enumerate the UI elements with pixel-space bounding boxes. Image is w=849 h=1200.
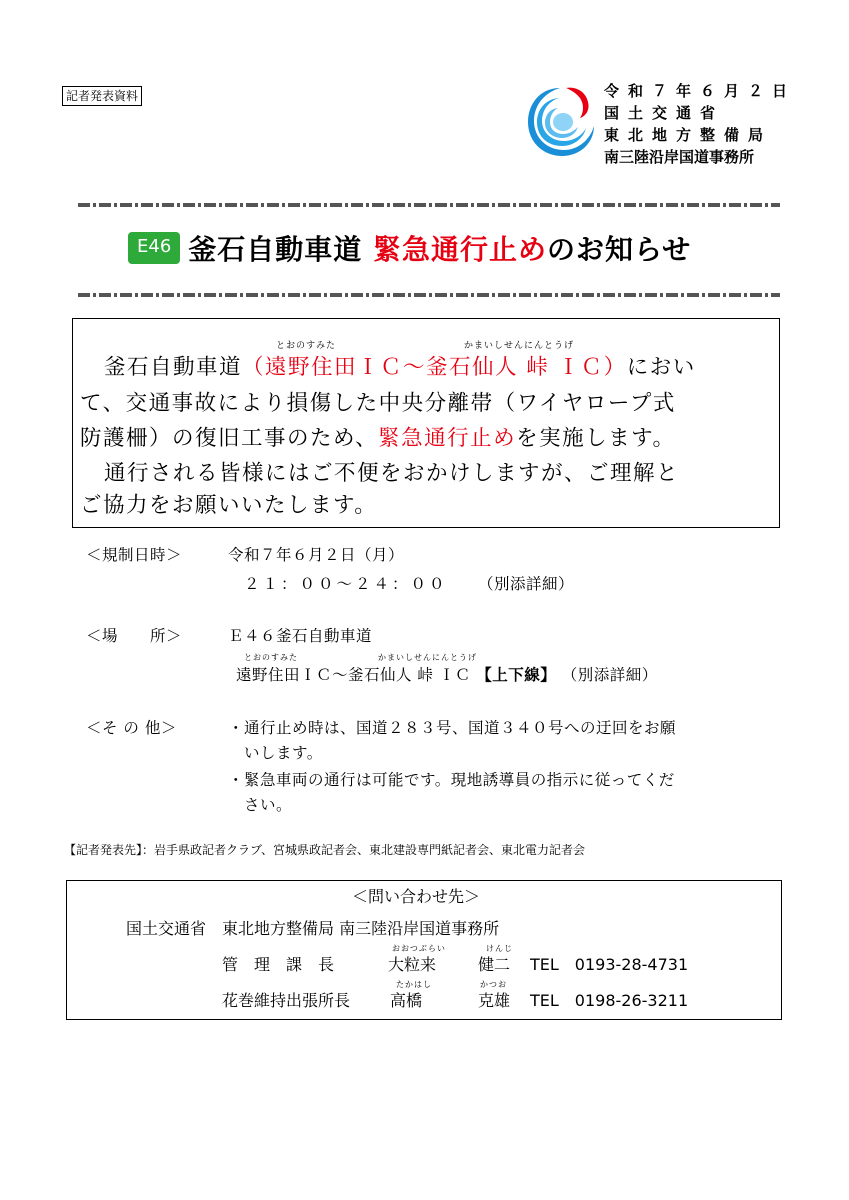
contact-2-given-name: 克雄: [478, 991, 511, 1010]
press-release-tag: 記者発表資料: [62, 86, 142, 106]
contact-1-ruby-family: おおつぶらい: [392, 944, 446, 953]
other-bullet-2-line-2: さい。: [244, 796, 293, 814]
contact-1-given-name: 健二: [478, 955, 511, 974]
contact-1-title: 管 理 課 長: [222, 955, 335, 974]
schedule-label: ＜規制日時＞: [86, 546, 183, 564]
notice-line-3: 防護柵）の復旧工事のため、緊急通行止めを実施します。: [80, 426, 676, 451]
location-ruby-tono-sumita: とおのすみた: [244, 653, 298, 662]
other-bullet-2-line-1: ・緊急車両の通行は可能です。現地誘導員の指示に従ってくだ: [228, 771, 675, 789]
contact-2-phone: TEL 0198-26-3211: [530, 991, 689, 1010]
other-label: ＜そ の 他＞: [86, 719, 177, 737]
contact-2-title: 花巻維持出張所長: [222, 991, 351, 1010]
notice-line-5: ご協力をお願いいたします。: [80, 493, 378, 518]
notice-line-4: 通行される皆様にはご不便をおかけしますが、ご理解と: [104, 461, 680, 486]
title-row: [128, 228, 691, 268]
bottom-divider: [78, 292, 780, 298]
ruby-tono-sumita: とおのすみた: [276, 341, 337, 351]
contact-org: 国土交通省 東北地方整備局 南三陸沿岸国道事務所: [126, 919, 500, 938]
location-label: ＜場 所＞: [86, 627, 183, 645]
issuer-bureau: 東北地方整備局: [604, 126, 773, 144]
top-divider: [78, 202, 780, 208]
press-destinations: 【記者発表先】：岩手県政記者クラブ、宮城県政記者会、東北建設専門紙記者会、東北電力記者会: [64, 843, 586, 857]
location-ruby-kamaishi-sennin: かまいしせんにんとうげ: [378, 653, 477, 662]
schedule-date: 令和７年６月２日（月）: [228, 546, 405, 564]
location-road: Ｅ４６釜石自動車道: [228, 627, 373, 645]
schedule-note: （別添詳細）: [478, 575, 575, 593]
contact-1-family-name: 大粒来: [388, 955, 437, 974]
contact-heading: ＜問い合わせ先＞: [352, 887, 481, 906]
schedule-time: ２１：００～２４：００: [244, 575, 448, 593]
other-bullet-1-line-1: ・通行止め時は、国道２８３号、国道３４０号への迂回をお願: [228, 719, 677, 737]
issuer-office: 南三陸沿岸国道事務所: [604, 148, 755, 166]
contact-1-phone: TEL 0193-28-4731: [530, 955, 689, 974]
contact-2-ruby-family: たかはし: [396, 980, 432, 989]
location-section: 遠野住田ＩＣ～釜石仙人 峠 ＩＣ 【上下線】 （別添詳細）: [236, 666, 658, 684]
other-bullet-1-line-2: いします。: [244, 744, 323, 762]
notice-line-2: て、交通事故により損傷した中央分離帯（ワイヤロープ式: [80, 391, 676, 416]
route-badge: E46: [128, 232, 180, 264]
contact-1-ruby-given: けんじ: [486, 944, 513, 953]
mlit-logo-icon: [526, 84, 598, 158]
ruby-kamaishi-sennin: かまいしせんにんとうげ: [464, 341, 575, 351]
contact-2-family-name: 高橋: [390, 991, 423, 1010]
page-title: 釜石自動車道 緊急通行止めのお知らせ: [188, 233, 692, 266]
contact-2-ruby-given: かつお: [480, 980, 507, 989]
release-date: 令和７年６月２日: [604, 82, 797, 100]
issuer-ministry: 国土交通省: [604, 104, 725, 122]
issuer-block: [604, 80, 796, 168]
notice-line-1: 釜石自動車道（遠野住田ＩＣ～釜石仙人 峠 ＩＣ）におい: [104, 355, 696, 380]
